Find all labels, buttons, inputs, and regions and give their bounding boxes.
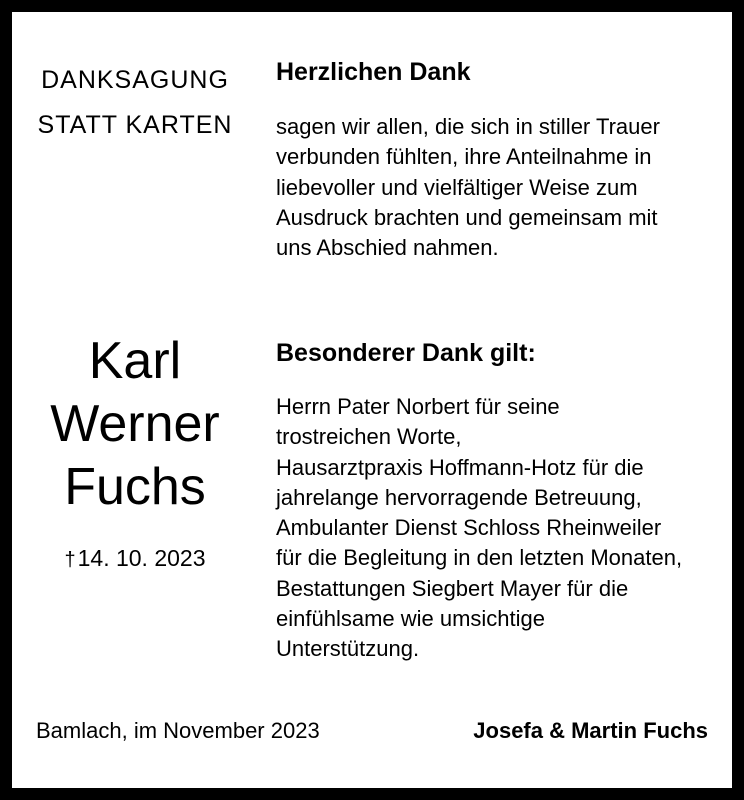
section-heading-herzlichen-dank: Herzlichen Dank xyxy=(276,58,471,86)
thanks-paragraph xyxy=(276,112,660,263)
text-line: verbunden fühlten, ihre Anteilnahme in xyxy=(276,144,652,170)
death-date-line xyxy=(26,545,244,572)
text-line: Hausarztpraxis Hoffmann-Hotz für die xyxy=(276,454,644,480)
text-line: Unterstützung. xyxy=(276,636,420,662)
text-line: sagen wir allen, die sich in stiller Trauer xyxy=(276,114,660,139)
notice-type-header xyxy=(36,58,234,148)
text-line: Bestattungen Siegbert Mayer für die xyxy=(276,575,629,601)
special-thanks-paragraph xyxy=(276,392,682,665)
text-line: Herrn Pater Norbert für seine xyxy=(276,394,560,419)
text-line: Ausdruck brachten und gemeinsam mit xyxy=(276,204,658,230)
cross-icon: † xyxy=(64,549,76,571)
text-line: jahrelange hervorragende Betreuung, xyxy=(276,484,642,510)
text-line: für die Begleitung in den letzten Monaten, xyxy=(276,545,683,571)
header-line-statt-karten: STATT KARTEN xyxy=(37,111,233,139)
text-line: Ambulanter Dienst Schloss Rheinweiler xyxy=(276,515,662,541)
first-name: Karl xyxy=(88,332,182,390)
text-line: liebevoller und vielfältiger Weise zum xyxy=(276,174,638,200)
last-name: Fuchs xyxy=(64,458,206,516)
text-line: einfühlsame wie umsichtige xyxy=(276,606,546,632)
death-date: 14. 10. 2023 xyxy=(77,545,206,571)
header-line-danksagung: DANKSAGUNG xyxy=(41,66,229,94)
signatories: Josefa & Martin Fuchs xyxy=(473,718,708,743)
place-and-date: Bamlach, im November 2023 xyxy=(36,718,320,743)
deceased-name xyxy=(26,330,244,519)
section-heading-besonderer-dank: Besonderer Dank gilt: xyxy=(276,339,536,367)
text-line: uns Abschied nahmen. xyxy=(276,235,499,261)
text-line: trostreichen Worte, xyxy=(276,424,462,450)
middle-name: Werner xyxy=(50,395,220,453)
obituary-card xyxy=(12,12,732,788)
